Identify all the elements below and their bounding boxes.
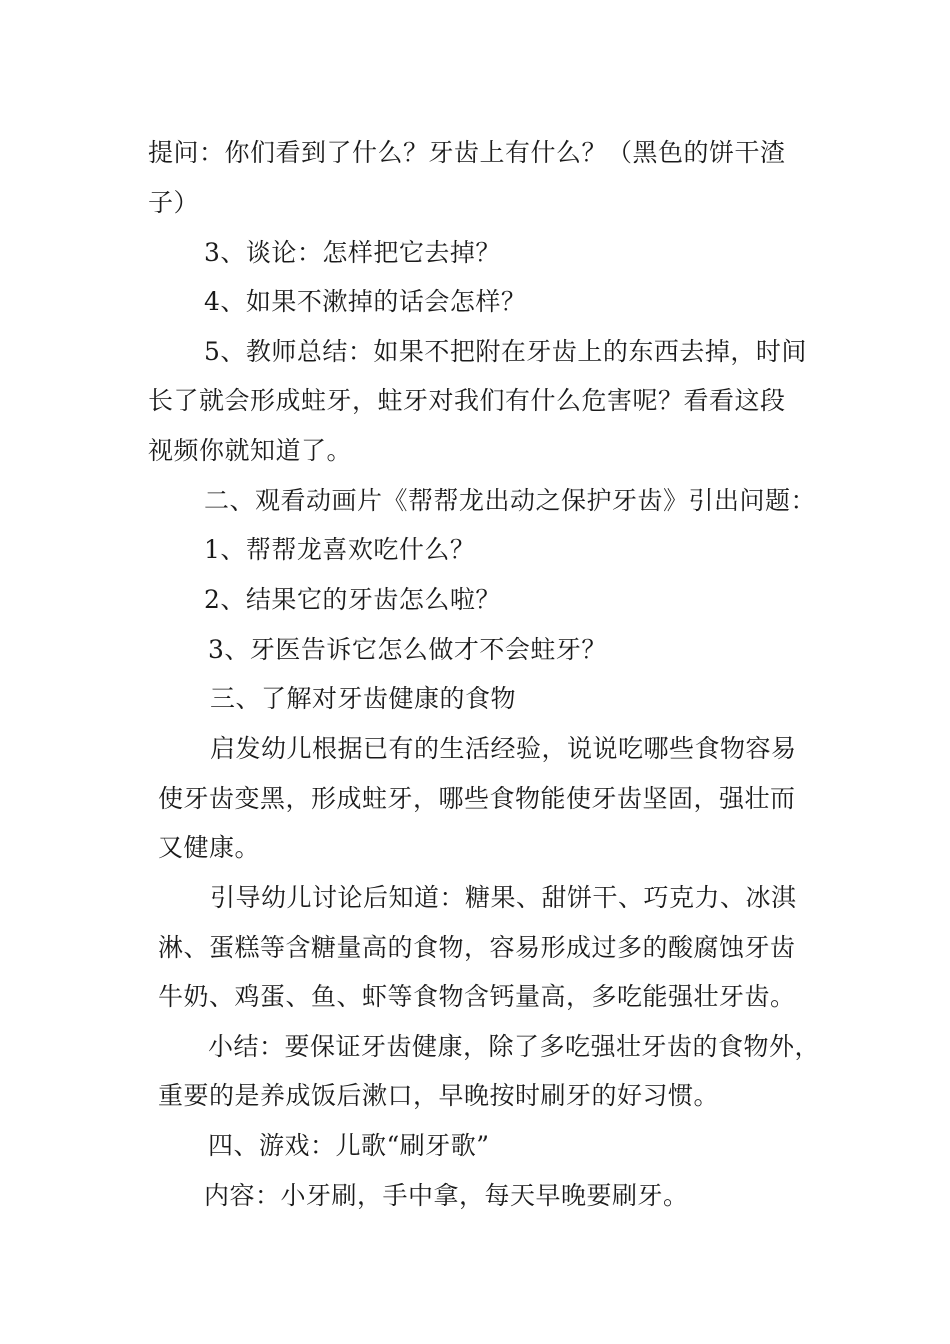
text-line: 重要的是养成饭后漱口，早晚按时刷牙的好习惯。 [158,1081,720,1110]
text-line: 1、帮帮龙喜欢吃什么？ [204,535,476,564]
text-line: 小结：要保证牙齿健康，除了多吃强壮牙齿的食物外， [208,1032,821,1061]
text-line: 二、观看动画片《帮帮龙出动之保护牙齿》引出问题： [204,486,817,515]
text-line: 提问：你们看到了什么？牙齿上有什么？（黑色的饼干渣 [148,138,786,167]
text-line: 3、牙医告诉它怎么做才不会蛀牙？ [208,635,607,664]
text-line: 3、谈论：怎样把它去掉？ [204,238,501,267]
text-line: 内容：小牙刷，手中拿，每天早晚要刷牙。 [204,1181,689,1210]
text-line: 引导幼儿讨论后知道：糖果、甜饼干、巧克力、冰淇 [210,883,797,912]
text-line: 4、如果不漱掉的话会怎样？ [204,287,527,316]
text-line: 长了就会形成蛀牙，蛀牙对我们有什么危害呢？看看这段 [148,386,786,415]
text-line: 2、结果它的牙齿怎么啦？ [204,585,501,614]
text-line: 5、教师总结：如果不把附在牙齿上的东西去掉，时间 [204,337,807,366]
text-line: 牛奶、鸡蛋、鱼、虾等食物含钙量高，多吃能强壮牙齿。 [158,982,796,1011]
text-line: 四、游戏：儿歌“刷牙歌” [208,1131,490,1160]
text-line: 三、了解对牙齿健康的食物 [210,684,517,713]
text-line: 又健康。 [158,833,261,862]
text-line: 视频你就知道了。 [148,436,353,465]
text-line: 子） [148,188,200,217]
text-line: 使牙齿变黑，形成蛀牙，哪些食物能使牙齿坚固，强壮而 [158,784,796,813]
text-line: 淋、蛋糕等含糖量高的食物，容易形成过多的酸腐蚀牙齿 [158,933,796,962]
text-line: 启发幼儿根据已有的生活经验，说说吃哪些食物容易 [210,734,797,763]
